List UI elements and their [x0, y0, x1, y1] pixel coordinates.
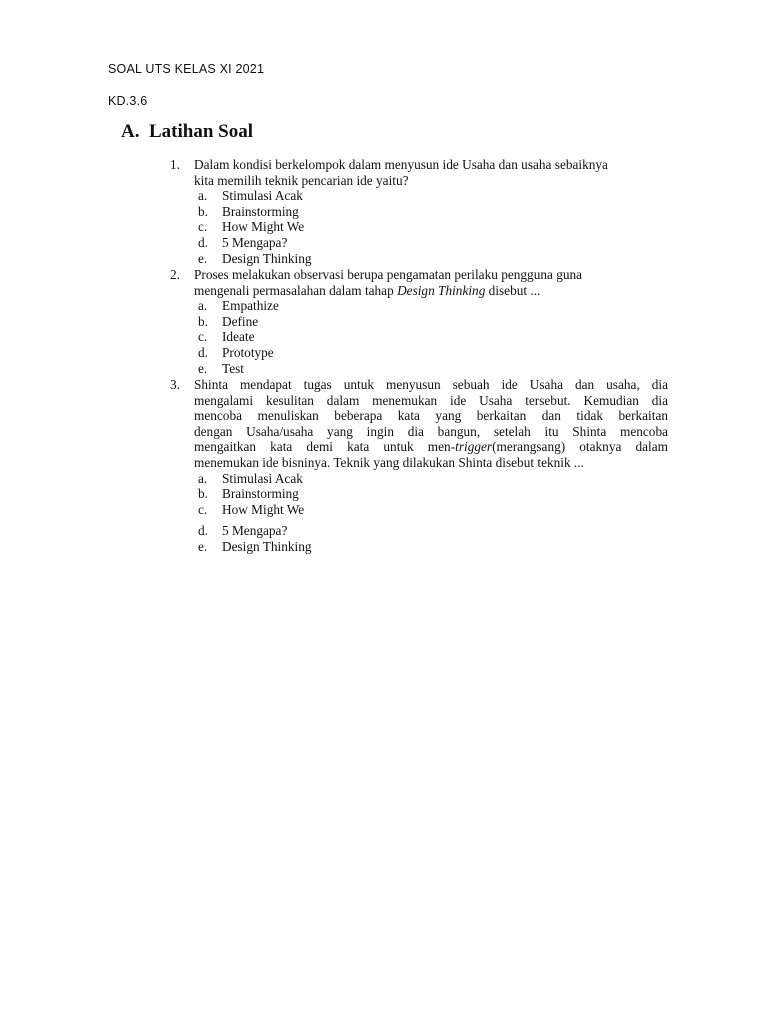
option-text: Prototype	[222, 344, 274, 360]
question-1	[170, 157, 668, 266]
option-item	[198, 523, 668, 539]
option-text: 5 Mengapa?	[222, 523, 288, 539]
question-number: 1.	[170, 157, 180, 172]
option-text: 5 Mengapa?	[222, 234, 288, 250]
option-item	[198, 345, 668, 361]
option-letter: e.	[198, 360, 208, 376]
option-item	[198, 188, 668, 204]
option-item	[198, 204, 668, 220]
option-item	[198, 471, 668, 487]
question-text	[194, 267, 668, 298]
option-item	[198, 539, 668, 555]
option-item	[198, 361, 668, 377]
option-item	[198, 219, 668, 235]
question-line: menemukan ide bisninya. Teknik yang dilakukan Shinta disebut teknik ...	[194, 454, 584, 470]
option-letter: d.	[198, 234, 208, 250]
option-letter: c.	[198, 501, 208, 517]
option-item	[198, 502, 668, 518]
option-item	[198, 314, 668, 330]
option-letter: c.	[198, 329, 208, 345]
question-line: mencoba menuliskan beberapa kata yang berkaitan dan tidak berkaitan	[194, 408, 668, 424]
option-list	[198, 188, 668, 266]
italic-term: Design Thinking	[397, 282, 486, 298]
option-text: Empathize	[222, 298, 279, 314]
question-text-part: mengaitkan kata demi kata untuk men-	[194, 439, 456, 455]
question-line: Shinta mendapat tugas untuk menyusun sebuah ide Usaha dan usaha, dia	[194, 377, 668, 392]
option-letter: b.	[198, 313, 208, 329]
option-list	[198, 471, 668, 555]
italic-term: trigger	[455, 439, 493, 455]
option-text: Test	[222, 360, 244, 376]
document-title: SOAL UTS KELAS XI 2021	[108, 62, 265, 76]
option-letter: a.	[198, 298, 208, 314]
option-text: Stimulasi Acak	[222, 470, 303, 486]
option-letter: b.	[198, 203, 208, 219]
option-text: Stimulasi Acak	[222, 188, 303, 204]
question-line: mengalami kesulitan dalam menemukan ide Usaha tersebut. Kemudian dia	[194, 392, 668, 408]
question-text	[194, 377, 668, 471]
option-item	[198, 329, 668, 345]
question-line	[194, 439, 668, 455]
question-text-part: mengenali permasalahan dalam tahap	[194, 282, 398, 298]
option-item	[198, 486, 668, 502]
question-line: Proses melakukan observasi berupa pengamatan perilaku pengguna guna	[194, 267, 583, 282]
option-letter: c.	[198, 219, 208, 235]
question-number: 2.	[170, 267, 180, 282]
option-letter: e.	[198, 250, 208, 266]
question-line: Dalam kondisi berkelompok dalam menyusun ide Usaha dan usaha sebaiknya	[194, 157, 608, 172]
option-letter: a.	[198, 188, 208, 204]
option-text: How Might We	[222, 219, 305, 235]
option-letter: d.	[198, 523, 208, 539]
option-letter: e.	[198, 538, 208, 554]
question-2	[170, 267, 668, 376]
option-text: Ideate	[222, 329, 255, 345]
option-list	[198, 298, 668, 376]
competency-code: KD.3.6	[108, 94, 148, 108]
section-heading	[121, 121, 253, 143]
option-item	[198, 251, 668, 267]
question-3	[170, 377, 668, 555]
question-line: kita memilih teknik pencarian ide yaitu?	[194, 172, 409, 188]
option-text: Define	[222, 313, 259, 329]
option-item	[198, 235, 668, 251]
option-text: Brainstorming	[222, 486, 299, 502]
section-letter: A.	[121, 121, 140, 142]
question-text	[194, 157, 668, 188]
section-title: Latihan Soal	[149, 121, 254, 142]
option-text: Design Thinking	[222, 250, 312, 266]
question-number: 3.	[170, 377, 180, 392]
question-text-part: disebut ...	[485, 282, 541, 298]
option-letter: a.	[198, 470, 208, 486]
option-item	[198, 298, 668, 314]
question-text-part: (merangsang) otaknya dalam	[492, 439, 668, 455]
option-text: Brainstorming	[222, 203, 299, 219]
option-letter: b.	[198, 486, 208, 502]
question-line	[194, 283, 668, 299]
option-text: Design Thinking	[222, 538, 312, 554]
option-text: How Might We	[222, 501, 305, 517]
option-letter: d.	[198, 344, 208, 360]
question-line: dengan Usaha/usaha yang ingin dia bangun, setelah itu Shinta mencoba	[194, 423, 668, 439]
